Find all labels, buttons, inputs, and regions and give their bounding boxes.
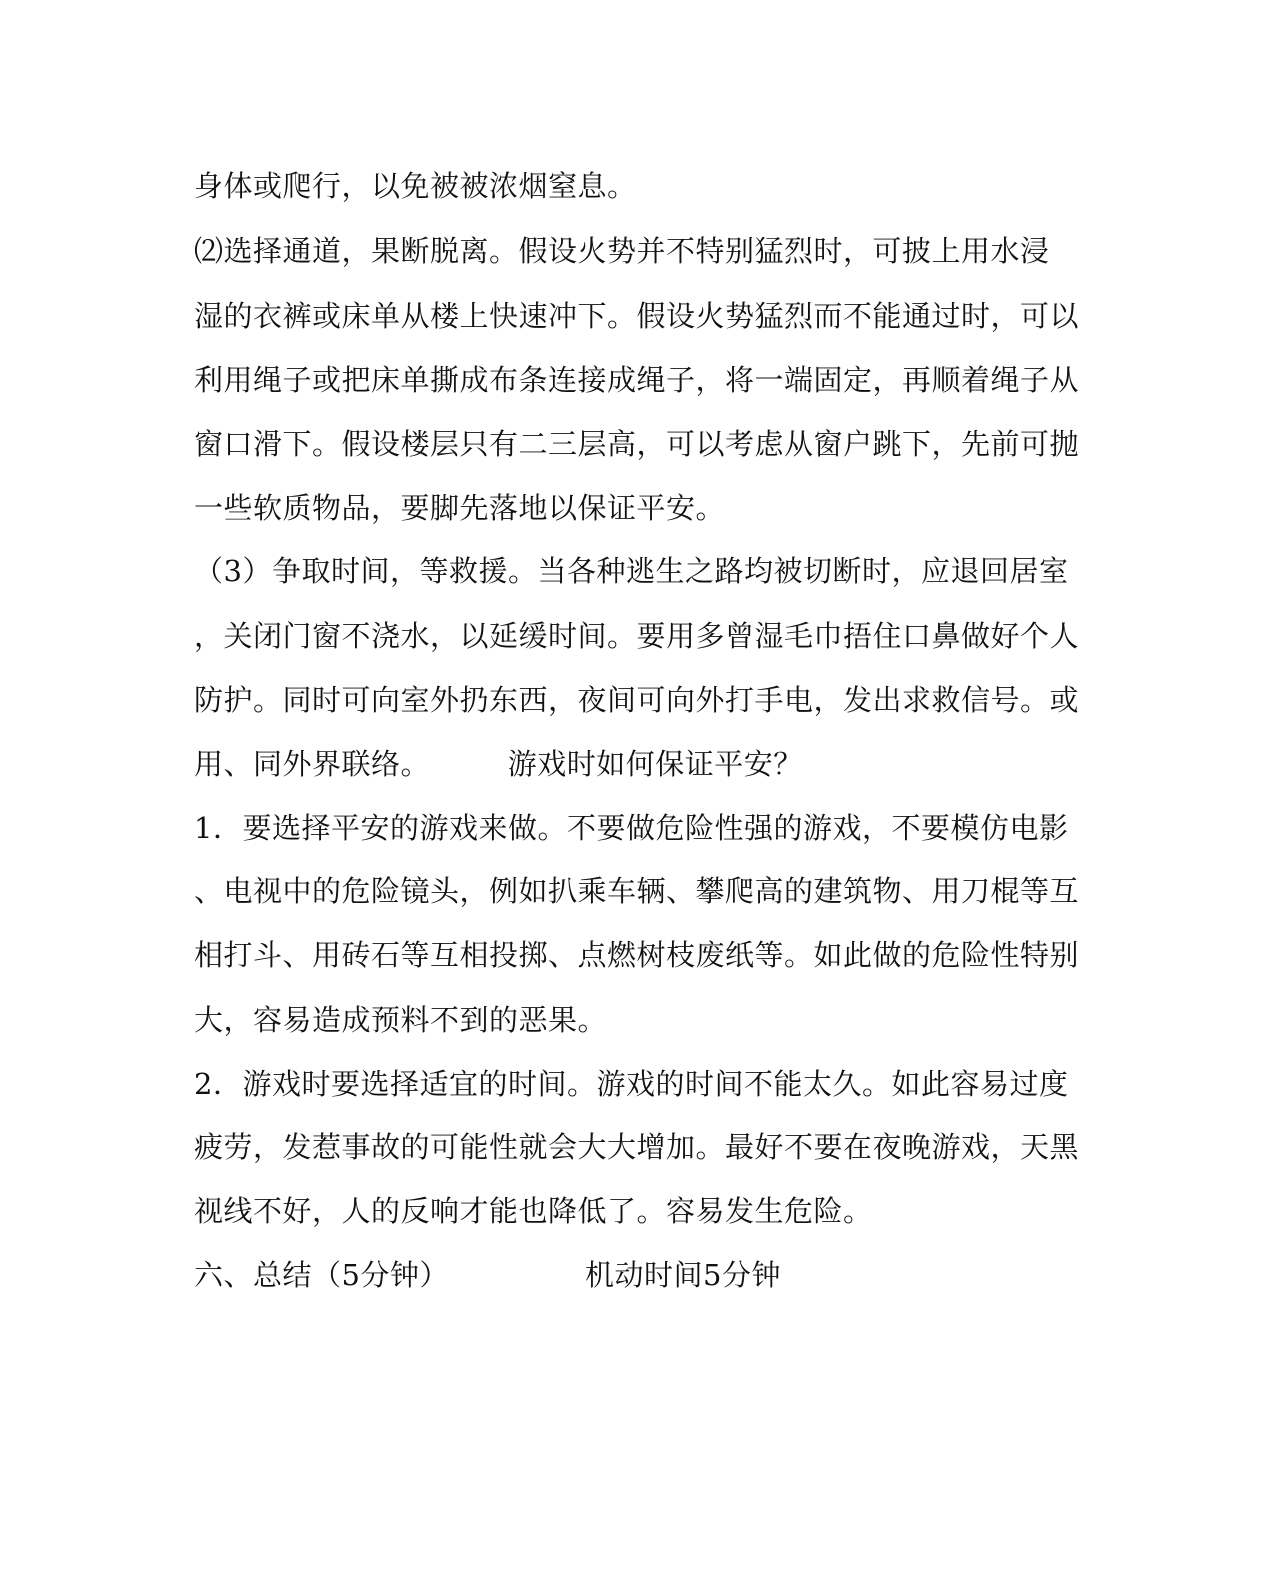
paragraph-line: 一些软质物品，要脚先落地以保证平安。 — [194, 491, 726, 525]
paragraph-line: 2．游戏时要选择适宜的时间。游戏的时间不能太久。如此容易过度 — [194, 1067, 1069, 1101]
paragraph-line: 防护。同时可向室外扔东西，夜间可向外打手电，发出求救信号。或 — [194, 683, 1080, 717]
paragraph-line: 1．要选择平安的游戏来做。不要做危险性强的游戏，不要模仿电影 — [194, 811, 1069, 845]
paragraph-line: 相打斗、用砖石等互相投掷、点燃树枝废纸等。如此做的危险性特别 — [194, 938, 1080, 972]
paragraph-line: 湿的衣裤或床单从楼上快速冲下。假设火势猛烈而不能通过时，可以 — [194, 299, 1080, 333]
paragraph-line: 、电视中的危险镜头，例如扒乘车辆、攀爬高的建筑物、用刀棍等互 — [194, 874, 1080, 908]
paragraph-line: 利用绳子或把床单撕成布条连接成绳子，将一端固定，再顺着绳子从 — [194, 363, 1080, 397]
paragraph-line: 大，容易造成预料不到的恶果。 — [194, 1003, 608, 1037]
paragraph-line: 疲劳，发惹事故的可能性就会大大增加。最好不要在夜晚游戏，天黑 — [194, 1130, 1080, 1164]
paragraph-line: （3）争取时间，等救援。当各种逃生之路均被切断时，应退回居室 — [194, 554, 1069, 588]
paragraph-line: 视线不好，人的反响才能也降低了。容易发生危险。 — [194, 1194, 873, 1228]
paragraph-line: 窗口滑下。假设楼层只有二三层高，可以考虑从窗户跳下，先前可抛 — [194, 427, 1080, 461]
section-heading: 六、总结（5分钟） 机动时间5分钟 — [194, 1258, 781, 1292]
paragraph-line: ，关闭门窗不浇水，以延缓时间。要用多曾湿毛巾捂住口鼻做好个人 — [194, 619, 1080, 653]
paragraph-line: ⑵选择通道，果断脱离。假设火势并不特别猛烈时，可披上用水浸 — [194, 234, 1050, 268]
paragraph-line: 身体或爬行，以免被被浓烟窒息。 — [194, 169, 637, 203]
paragraph-line: 用、同外界联络。 游戏时如何保证平安？ — [194, 747, 803, 781]
